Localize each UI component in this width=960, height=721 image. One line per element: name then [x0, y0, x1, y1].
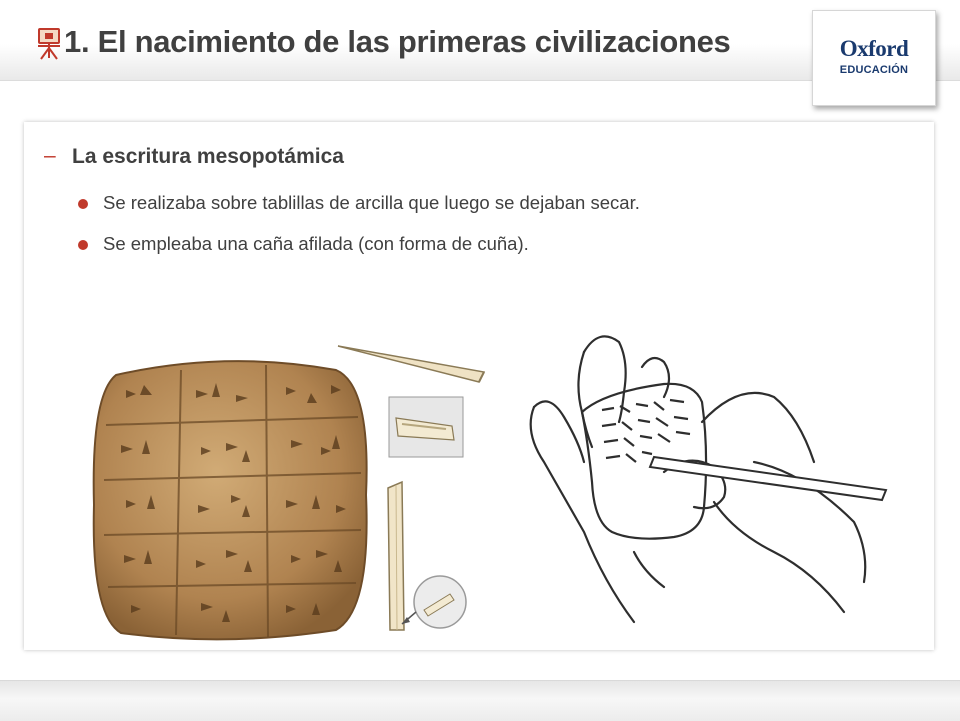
footer-bar — [0, 680, 960, 721]
presentation-easel-icon — [36, 26, 62, 62]
hands-writing-drawing — [524, 322, 894, 632]
clay-tablet-image — [86, 355, 376, 645]
oxford-logo — [812, 10, 936, 106]
bullet-item: Se realizaba sobre tablillas de arcilla que luego se dejaban secar. — [103, 192, 640, 213]
page-title: 1. El nacimiento de las primeras civilizaciones — [64, 24, 731, 59]
section-heading: La escritura mesopotámica — [72, 145, 344, 168]
logo-subtitle: EDUCACIÓN — [839, 64, 909, 76]
reed-stylus-image — [334, 340, 494, 390]
stylus-tip-closeup-image — [388, 396, 464, 458]
bullet-dot-icon — [78, 199, 88, 209]
stylus-detail-circle-image — [398, 572, 470, 634]
logo-wordmark: Oxford — [839, 36, 909, 61]
bullet-item: Se empleaba una caña afilada (con forma de cuña). — [103, 233, 529, 254]
bullet-dot-icon — [78, 240, 88, 250]
heading-dash-icon: – — [44, 144, 56, 167]
